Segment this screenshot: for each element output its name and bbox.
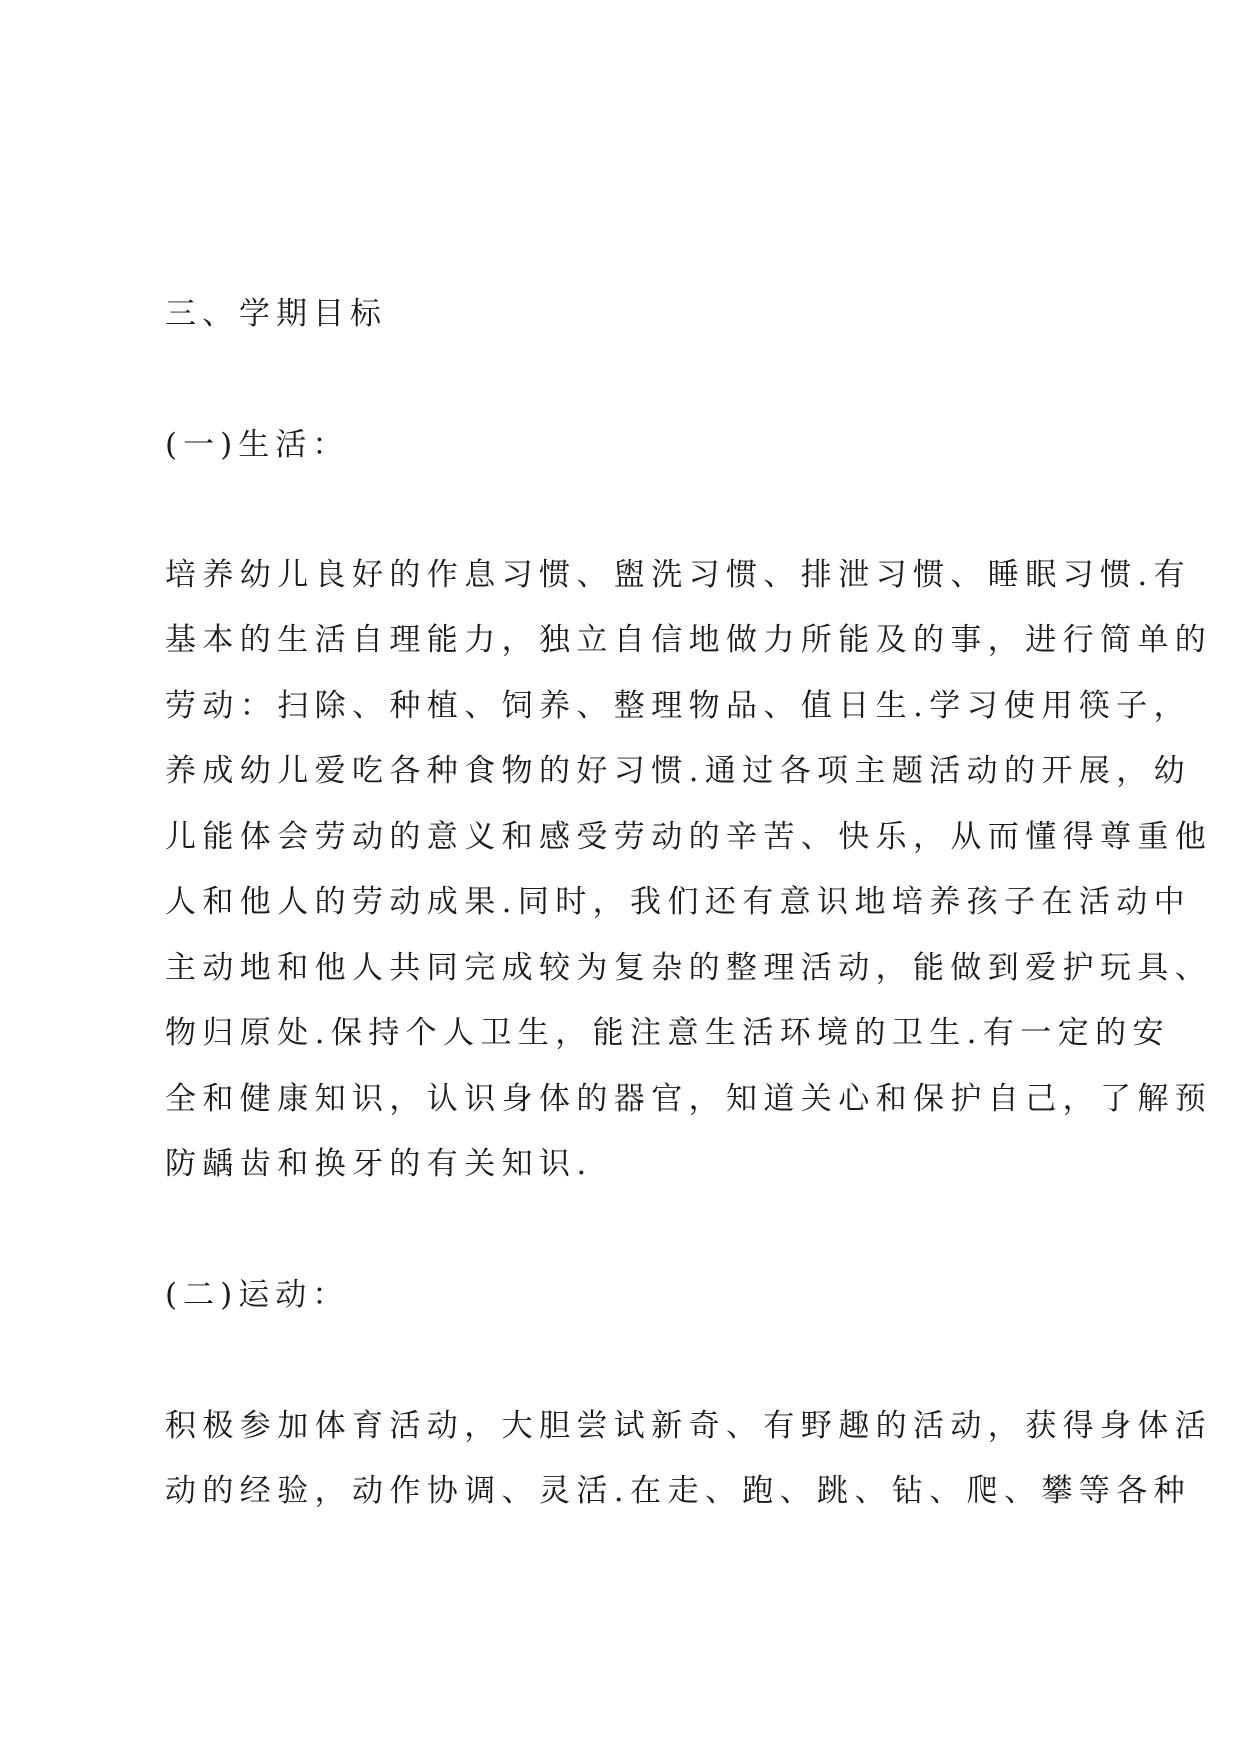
paragraph-line: 培养幼儿良好的作息习惯、盥洗习惯、排泄习惯、睡眠习惯.有 [165, 557, 1192, 593]
paragraph-line: 人和他人的劳动成果.同时，我们还有意识地培养孩子在活动中 [165, 884, 1192, 920]
paragraph-line: 防龋齿和换牙的有关知识. [165, 1146, 593, 1182]
subsection-heading-sports: (二)运动： [165, 1277, 350, 1313]
paragraph-line: 儿能体会劳动的意义和感受劳动的辛苦、快乐，从而懂得尊重他 [165, 819, 1213, 855]
section-heading: 三、学期目标 [165, 296, 387, 332]
paragraph-line: 主动地和他人共同完成较为复杂的整理活动，能做到爱护玩具、 [165, 950, 1213, 986]
subsection-heading-life: (一)生活： [165, 427, 350, 463]
paragraph-line: 积极参加体育活动，大胆尝试新奇、有野趣的活动，获得身体活 [165, 1408, 1213, 1444]
paragraph-line: 基本的生活自理能力，独立自信地做力所能及的事，进行简单的 [165, 622, 1213, 658]
paragraph-line: 劳动：扫除、种植、饲养、整理物品、值日生.学习使用筷子， [165, 688, 1192, 724]
paragraph-line: 全和健康知识，认识身体的器官，知道关心和保护自己，了解预 [165, 1081, 1213, 1117]
paragraph-line: 养成幼儿爱吃各种食物的好习惯.通过各项主题活动的开展，幼 [165, 753, 1192, 789]
paragraph-line: 动的经验，动作协调、灵活.在走、跑、跳、钻、爬、攀等各种 [165, 1473, 1192, 1509]
paragraph-line: 物归原处.保持个人卫生，能注意生活环境的卫生.有一定的安 [165, 1015, 1170, 1051]
